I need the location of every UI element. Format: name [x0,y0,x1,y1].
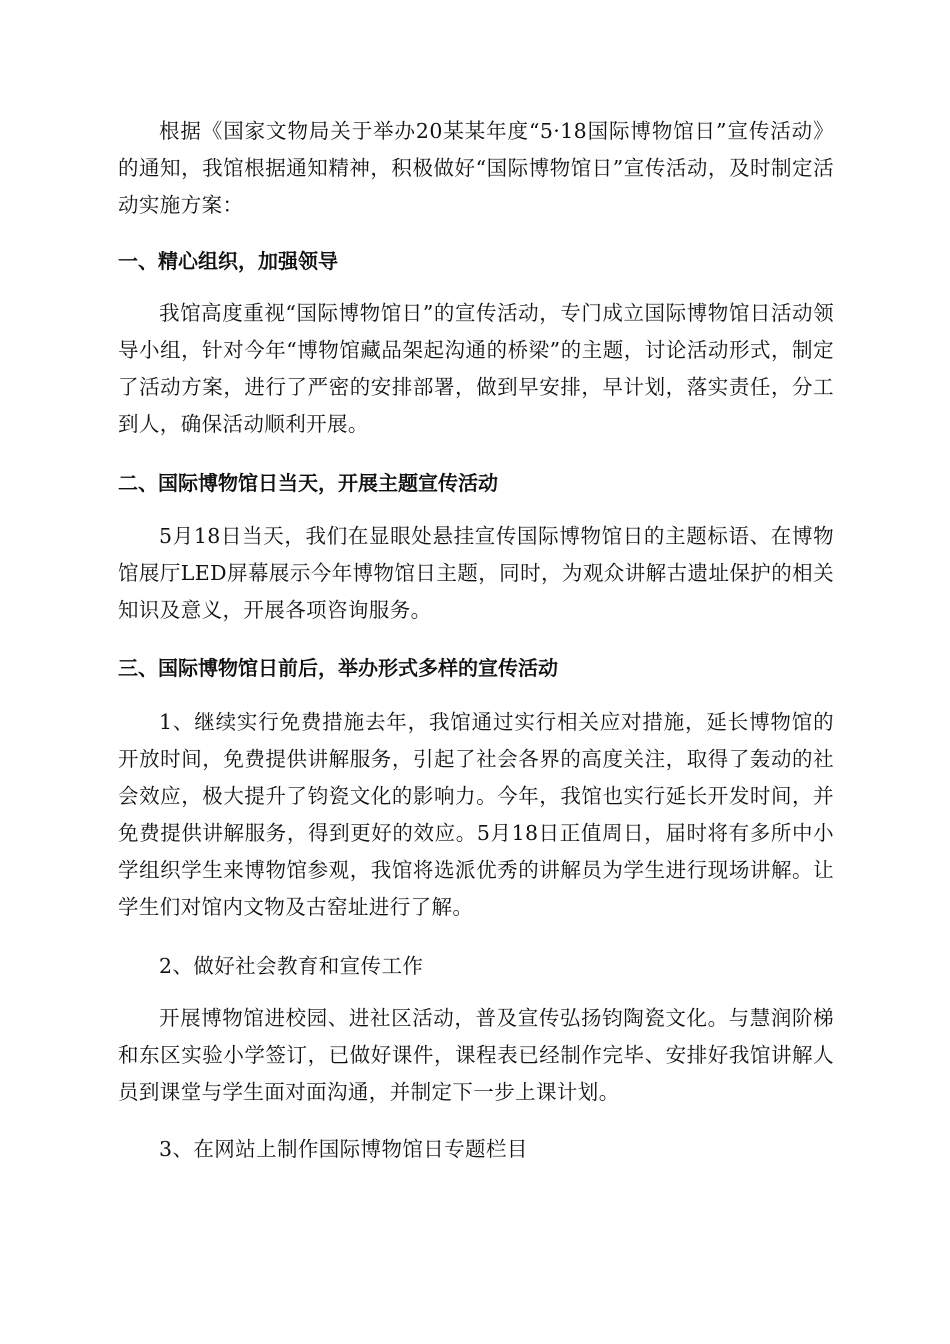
section-1-heading: 一、精心组织，加强领导 [118,249,338,273]
intro-paragraph: 根据《国家文物局关于举办20某某年度“5·18国际博物馆日”宣传活动》的通知，我馆根据通知精神，积极做好“国际博物馆日”宣传活动，及时制定活动实施方案： [118,119,834,217]
section-3-item-1: 1、继续实行免费措施去年，我馆通过实行相关应对措施，延长博物馆的开放时间，免费提供讲解服务，引起了社会各界的高度关注，取得了轰动的社会效应，极大提升了钧瓷文化的影响力。今年，我馆也实行延长开发时间，并免费提供讲解服务，得到更好的效应。5月18日正值周日，届时将有多所中小学组织学生来博物馆参观，我馆将选派优秀的讲解员为学生进行现场讲解。让学生们对馆内文物及古窑址进行了解。 [118,710,834,919]
section-3-item-2-body: 开展博物馆进校园、进社区活动，普及宣传弘扬钧陶瓷文化。与慧润阶梯和东区实验小学签订，已做好课件，课程表已经制作完毕、安排好我馆讲解人员到课堂与学生面对面沟通，并制定下一步上课计划。 [118,1006,834,1104]
section-3-item-3-title: 3、在网站上制作国际博物馆日专题栏目 [159,1137,528,1161]
section-3-heading: 三、国际博物馆日前后，举办形式多样的宣传活动 [118,656,558,680]
section-2-heading: 二、国际博物馆日当天，开展主题宣传活动 [118,471,498,495]
section-2-body: 5月18日当天，我们在显眼处悬挂宣传国际博物馆日的主题标语、在博物馆展厅LED屏幕展示今年博物馆日主题，同时，为观众讲解古遗址保护的相关知识及意义，开展各项咨询服务。 [118,524,834,622]
section-3-item-2-title: 2、做好社会教育和宣传工作 [159,954,424,978]
section-1-body: 我馆高度重视“国际博物馆日”的宣传活动，专门成立国际博物馆日活动领导小组，针对今年“博物馆藏品架起沟通的桥梁”的主题，讨论活动形式，制定了活动方案，进行了严密的安排部署，做到早安排，早计划，落实责任，分工到人，确保活动顺利开展。 [118,301,834,436]
